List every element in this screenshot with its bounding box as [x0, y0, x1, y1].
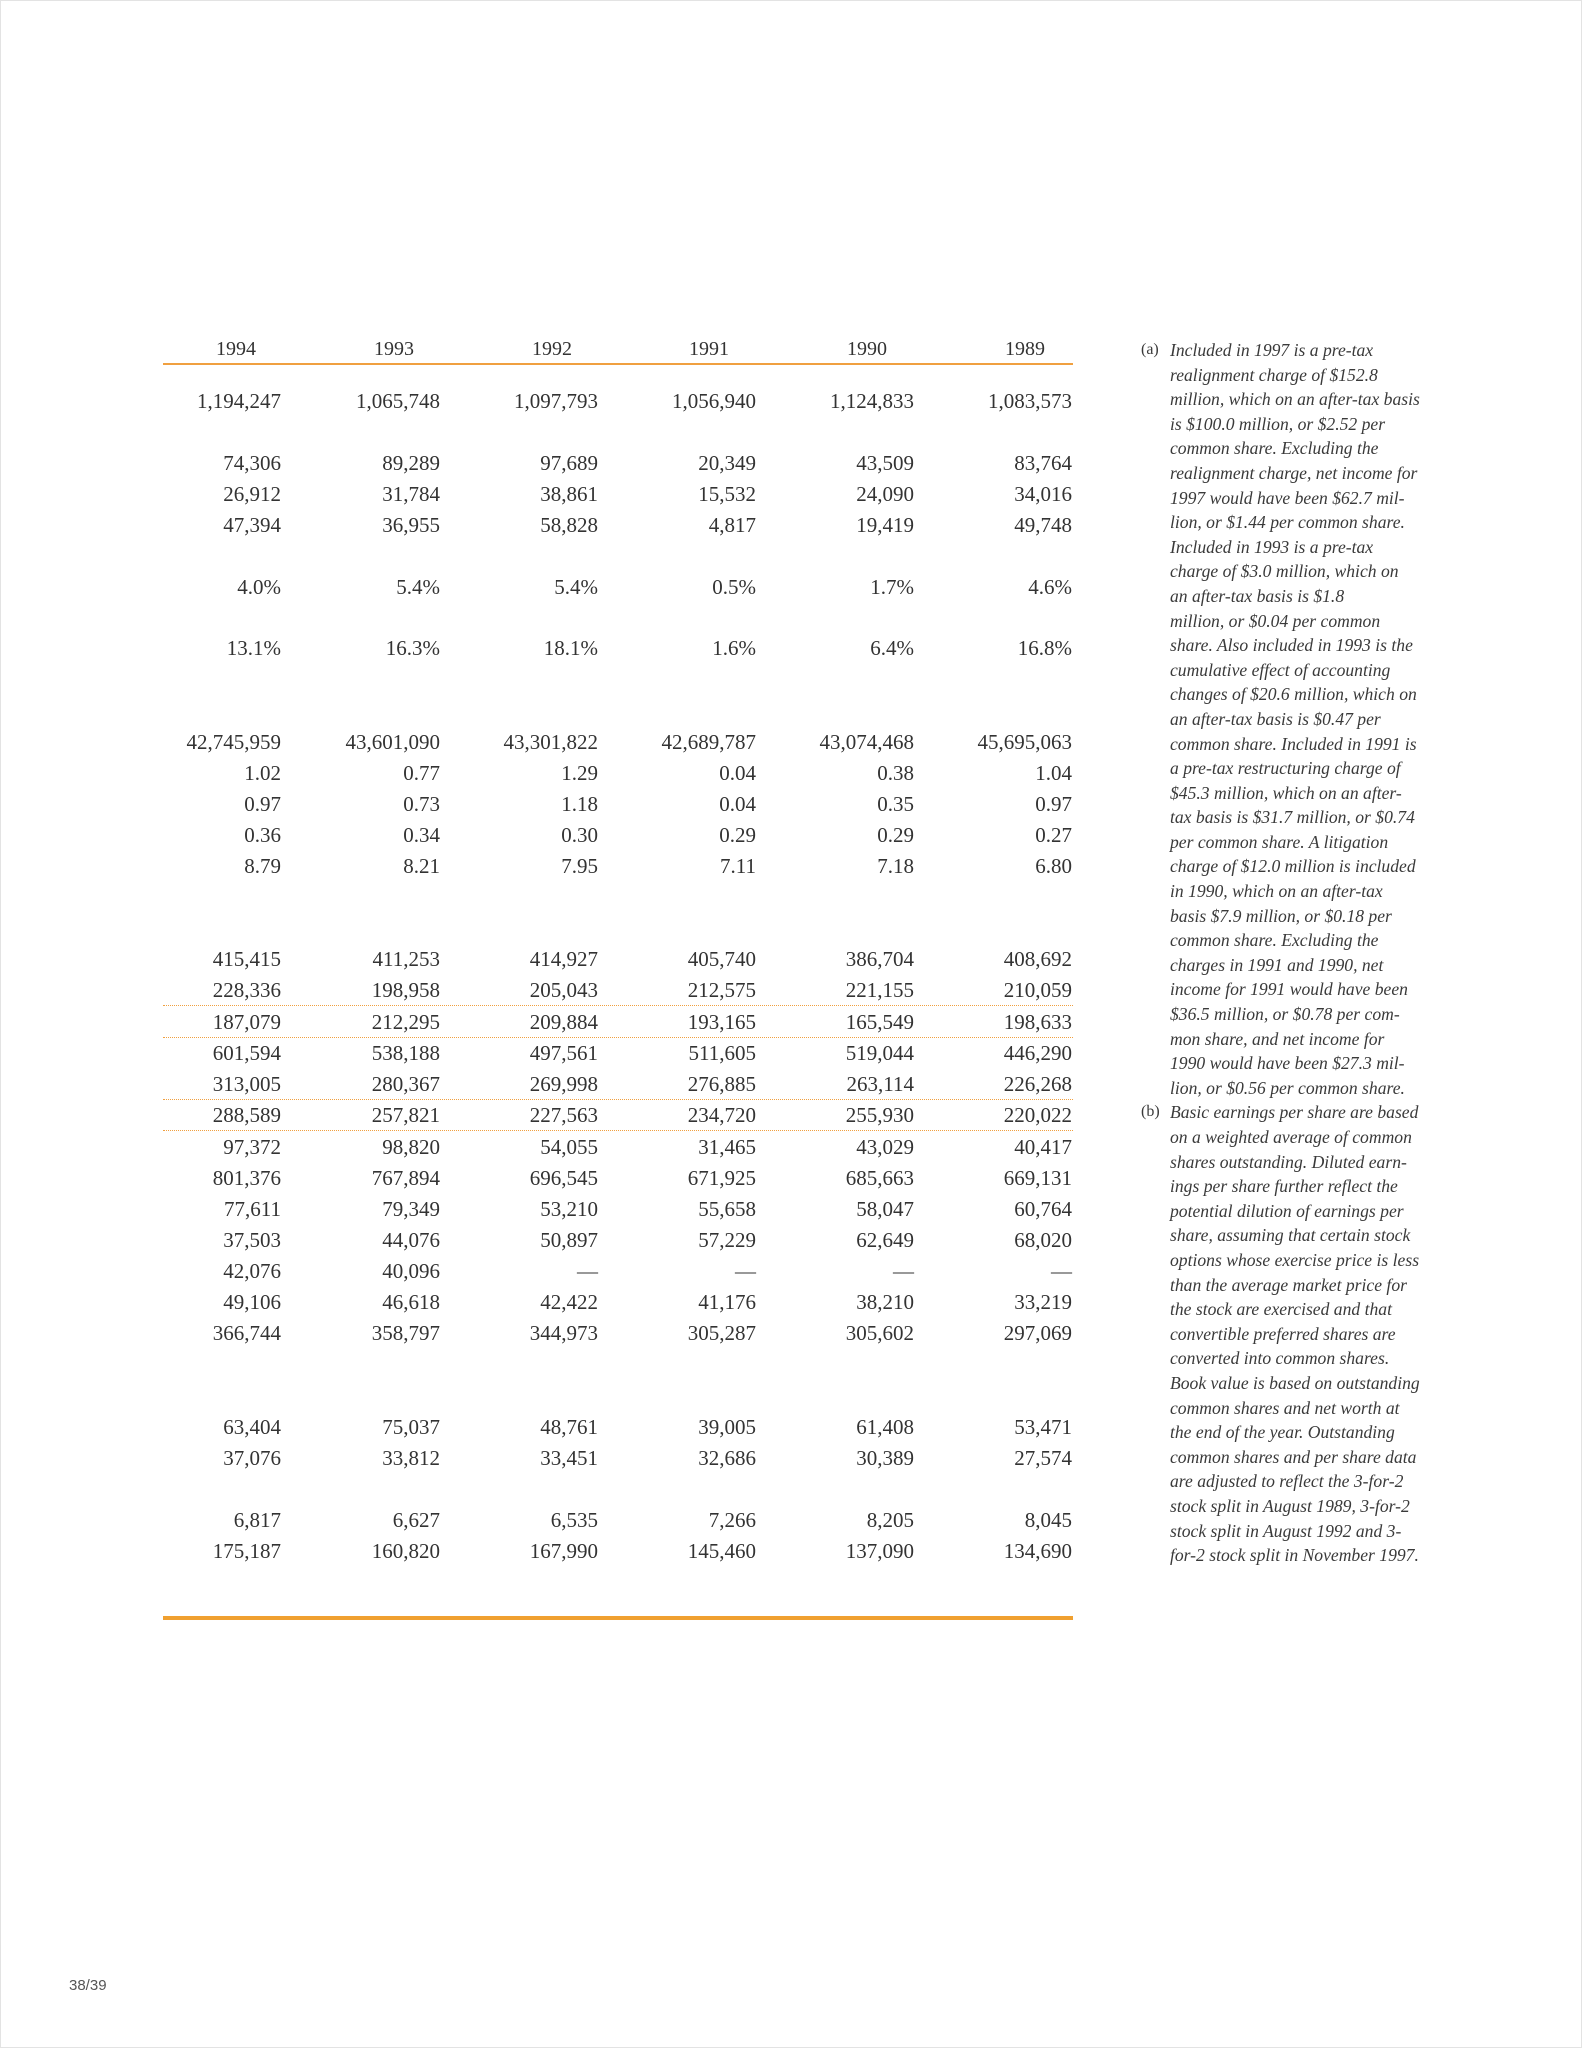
- table-cell: 228,336: [212, 978, 281, 1002]
- table-cell: 16.8%: [1017, 636, 1072, 660]
- table-row: [163, 1224, 1073, 1255]
- table-cell: 187,079: [212, 1010, 281, 1034]
- table-row: [163, 478, 1073, 509]
- table-cell: 414,927: [529, 947, 598, 971]
- table-cell: 205,043: [529, 978, 598, 1002]
- table-cell: 209,884: [529, 1010, 598, 1034]
- table-row: [163, 1442, 1073, 1473]
- footnote-line: charge of $12.0 million is included: [1170, 856, 1416, 877]
- table-cell: 0.27: [1035, 823, 1072, 847]
- table-cell: —: [577, 1259, 598, 1283]
- table-cell: 13.1%: [226, 636, 281, 660]
- year-header: 1989: [1005, 338, 1045, 360]
- table-row: [163, 850, 1073, 881]
- table-cell: 42,745,959: [186, 730, 281, 754]
- table-cell: 37,503: [223, 1228, 281, 1252]
- table-cell: 234,720: [687, 1103, 756, 1127]
- table-cell: 98,820: [382, 1135, 440, 1159]
- footnote-line: an after-tax basis is $0.47 per: [1170, 708, 1381, 729]
- footnote-line: convertible preferred shares are: [1170, 1323, 1396, 1344]
- year-header: 1990: [847, 338, 887, 360]
- footnote-line: are adjusted to reflect the 3-for-2: [1170, 1471, 1404, 1492]
- table-row: [163, 1286, 1073, 1317]
- table-cell: 405,740: [687, 947, 756, 971]
- table-row: [163, 1255, 1073, 1286]
- table-cell: 1.29: [561, 761, 598, 785]
- footnote-line: share, assuming that certain stock: [1170, 1225, 1411, 1246]
- table-cell: 801,376: [212, 1166, 281, 1190]
- table-row: [163, 757, 1073, 788]
- table-cell: 63,404: [223, 1415, 281, 1439]
- table-cell: 4,817: [708, 513, 756, 537]
- table-cell: 0.35: [877, 792, 914, 816]
- table-cell: 0.29: [719, 823, 756, 847]
- table-cell: 0.73: [403, 792, 440, 816]
- table-cell: 57,229: [698, 1228, 756, 1252]
- table-cell: 8.21: [403, 854, 440, 878]
- footnote-line: cumulative effect of accounting: [1170, 659, 1391, 680]
- footnote-line: 1997 would have been $62.7 mil-: [1170, 487, 1405, 508]
- footnote-line: in 1990, which on an after-tax: [1170, 881, 1383, 902]
- table-cell: 33,451: [540, 1446, 598, 1470]
- footnote-line: potential dilution of earnings per: [1170, 1200, 1404, 1221]
- footnote-line: the stock are exercised and that: [1170, 1299, 1392, 1320]
- table-cell: 41,176: [698, 1290, 756, 1314]
- table-cell: 0.04: [719, 761, 756, 785]
- table-row: [163, 1006, 1073, 1038]
- table-cell: 42,076: [223, 1259, 281, 1283]
- table-cell: 74,306: [223, 451, 281, 475]
- table-cell: 27,574: [1014, 1446, 1072, 1470]
- footnote-line: mon share, and net income for: [1170, 1028, 1385, 1049]
- table-row: [163, 509, 1073, 540]
- table-cell: 175,187: [212, 1539, 281, 1563]
- table-cell: 18.1%: [543, 636, 598, 660]
- table-cell: 83,764: [1014, 451, 1072, 475]
- footnote-line: on a weighted average of common: [1170, 1127, 1412, 1147]
- table-cell: 7.95: [561, 854, 598, 878]
- table-cell: 45,695,063: [977, 730, 1072, 754]
- table-cell: 1.04: [1035, 761, 1072, 785]
- table-row: [163, 632, 1073, 663]
- table-cell: 0.36: [244, 823, 281, 847]
- table-row: [163, 1535, 1073, 1566]
- table-cell: 6.80: [1035, 854, 1072, 878]
- year-header: 1993: [374, 338, 414, 360]
- table-cell: 0.38: [877, 761, 914, 785]
- footnote-line: Basic earnings per share are based: [1170, 1102, 1419, 1123]
- table-cell: 50,897: [540, 1228, 598, 1252]
- footnote-text: [1170, 338, 1451, 1100]
- table-cell: 38,210: [856, 1290, 914, 1314]
- table-cell: 16.3%: [385, 636, 440, 660]
- table-cell: 4.0%: [237, 575, 281, 599]
- footnote-line: a pre-tax restructuring charge of: [1170, 758, 1401, 779]
- footnote-line: common share. Excluding the: [1170, 438, 1379, 459]
- footnote-line: million, which on an after-tax basis: [1170, 389, 1420, 410]
- table-cell: 7,266: [708, 1508, 756, 1532]
- footnote-line: Book value is based on outstanding: [1170, 1372, 1420, 1393]
- table-cell: 519,044: [845, 1041, 914, 1065]
- footnote-line: 1990 would have been $27.3 mil-: [1170, 1053, 1405, 1074]
- footnote-line: charges in 1991 and 1990, net: [1170, 954, 1384, 975]
- table-bottom-rule: [163, 1616, 1073, 1620]
- table-cell: 4.6%: [1028, 575, 1072, 599]
- table-cell: 671,925: [687, 1166, 756, 1190]
- table-row: [163, 1317, 1073, 1348]
- table-row: [163, 819, 1073, 850]
- table-cell: 134,690: [1003, 1539, 1072, 1563]
- table-row: [163, 943, 1073, 974]
- table-cell: 257,821: [371, 1103, 440, 1127]
- table-cell: 89,289: [382, 451, 440, 475]
- footnote-line: income for 1991 would have been: [1170, 979, 1408, 1000]
- table-cell: 26,912: [223, 482, 281, 506]
- table-cell: 20,349: [698, 451, 756, 475]
- footnote-line: the end of the year. Outstanding: [1170, 1422, 1395, 1443]
- table-cell: 165,549: [845, 1010, 914, 1034]
- footnote-line: than the average market price for: [1170, 1274, 1407, 1295]
- table-row: [163, 571, 1073, 602]
- table-cell: 220,022: [1003, 1103, 1072, 1127]
- table-cell: 24,090: [856, 482, 914, 506]
- table-cell: 137,090: [845, 1539, 914, 1563]
- table-cell: 48,761: [540, 1415, 598, 1439]
- table-cell: 53,471: [1014, 1415, 1072, 1439]
- table-cell: 212,295: [371, 1010, 440, 1034]
- footnote-line: $45.3 million, which on an after-: [1170, 782, 1402, 803]
- table-cell: 46,618: [382, 1290, 440, 1314]
- table-cell: 446,290: [1003, 1041, 1072, 1065]
- table-cell: 0.29: [877, 823, 914, 847]
- table-cell: 62,649: [856, 1228, 914, 1252]
- table-cell: 6,535: [550, 1508, 598, 1532]
- table-cell: 15,532: [698, 482, 756, 506]
- footnote-line: tax basis is $31.7 million, or $0.74: [1170, 807, 1415, 828]
- table-cell: 36,955: [382, 513, 440, 537]
- table-cell: 32,686: [698, 1446, 756, 1470]
- table-cell: —: [1051, 1259, 1072, 1283]
- table-cell: 1,065,748: [356, 389, 440, 413]
- footnote-line: options whose exercise price is less: [1170, 1249, 1420, 1270]
- table-cell: 0.30: [561, 823, 598, 847]
- table-cell: 40,096: [382, 1259, 440, 1283]
- table-cell: 210,059: [1003, 978, 1072, 1002]
- footnote-a: [1141, 338, 1451, 1100]
- table-cell: 43,601,090: [345, 730, 440, 754]
- table-cell: 42,422: [540, 1290, 598, 1314]
- footnote-line: Included in 1993 is a pre-tax: [1170, 536, 1374, 557]
- footnote-line: lion, or $1.44 per common share.: [1170, 512, 1405, 533]
- footnote-text: [1170, 1100, 1451, 1567]
- table-cell: 53,210: [540, 1197, 598, 1221]
- table-cell: —: [893, 1259, 914, 1283]
- table-cell: 33,812: [382, 1446, 440, 1470]
- footnote-line: realignment charge of $152.8: [1170, 364, 1378, 385]
- table-row: [163, 1504, 1073, 1535]
- table-cell: 263,114: [846, 1072, 914, 1096]
- table-cell: 6,817: [233, 1508, 281, 1532]
- table-row: [163, 447, 1073, 478]
- table-cell: 415,415: [212, 947, 281, 971]
- footnote-line: shares outstanding. Diluted earn-: [1170, 1151, 1407, 1172]
- footnote-label: (b): [1141, 1103, 1160, 1121]
- table-cell: —: [735, 1259, 756, 1283]
- table-row: [163, 974, 1073, 1006]
- footnote-line: stock split in August 1992 and 3-: [1170, 1520, 1402, 1541]
- table-cell: 145,460: [687, 1539, 756, 1563]
- table-cell: 33,219: [1014, 1290, 1072, 1314]
- footnote-line: share. Also included in 1993 is the: [1170, 635, 1413, 656]
- table-cell: 0.97: [244, 792, 281, 816]
- table-row: [163, 1411, 1073, 1442]
- page-number: 38/39: [69, 1977, 107, 1994]
- table-cell: 1.18: [561, 792, 598, 816]
- year-header: 1991: [689, 338, 729, 360]
- footnote-line: converted into common shares.: [1170, 1348, 1390, 1369]
- table-cell: 55,658: [698, 1197, 756, 1221]
- table-cell: 1,056,940: [672, 389, 756, 413]
- table-cell: 1,083,573: [988, 389, 1072, 413]
- table-cell: 30,389: [856, 1446, 914, 1470]
- table-cell: 8,205: [866, 1508, 914, 1532]
- table-cell: 34,016: [1014, 482, 1072, 506]
- table-cell: 288,589: [212, 1103, 281, 1127]
- table-cell: 1.02: [244, 761, 281, 785]
- footnote-label: (a): [1141, 341, 1159, 358]
- table-cell: 0.77: [403, 761, 440, 785]
- footnotes: [1141, 338, 1451, 1568]
- footnote-line: common share. Excluding the: [1170, 930, 1379, 951]
- footnote-line: million, or $0.04 per common: [1170, 610, 1381, 631]
- footnote-line: ings per share further reflect the: [1170, 1176, 1398, 1197]
- footnote-line: basis $7.9 million, or $0.18 per: [1170, 905, 1392, 926]
- footnote-line: charge of $3.0 million, which on: [1170, 561, 1399, 582]
- table-cell: 6.4%: [870, 636, 914, 660]
- table-cell: 160,820: [371, 1539, 440, 1563]
- table-cell: 227,563: [529, 1103, 598, 1127]
- table-cell: 43,509: [856, 451, 914, 475]
- table-cell: 193,165: [687, 1010, 756, 1034]
- table-cell: 313,005: [212, 1072, 281, 1096]
- table-cell: 68,020: [1014, 1228, 1072, 1252]
- table-cell: 212,575: [687, 978, 756, 1002]
- footnote-line: per common share. A litigation: [1170, 831, 1389, 852]
- table-cell: 305,602: [845, 1321, 914, 1345]
- table-cell: 6,627: [392, 1508, 440, 1532]
- table-cell: 97,372: [223, 1135, 281, 1159]
- table-cell: 54,055: [540, 1135, 598, 1159]
- table-cell: 1,097,793: [514, 389, 598, 413]
- table-cell: 31,465: [698, 1135, 756, 1159]
- table-cell: 696,545: [529, 1166, 598, 1190]
- table-cell: 1,124,833: [830, 389, 914, 413]
- table-cell: 40,417: [1014, 1135, 1072, 1159]
- table-cell: 49,106: [223, 1290, 281, 1314]
- footnote-line: common shares and per share data: [1170, 1446, 1417, 1467]
- table-cell: 37,076: [223, 1446, 281, 1470]
- table-cell: 60,764: [1014, 1197, 1072, 1221]
- table-cell: 497,561: [529, 1041, 598, 1065]
- year-header: 1992: [532, 338, 572, 360]
- table-cell: 8.79: [244, 854, 281, 878]
- table-cell: 386,704: [845, 947, 914, 971]
- footnote-line: Included in 1997 is a pre-tax: [1170, 340, 1374, 360]
- footnote-line: common shares and net worth at: [1170, 1397, 1400, 1418]
- footnote-line: stock split in August 1989, 3-for-2: [1170, 1495, 1410, 1516]
- footnote-line: lion, or $0.56 per common share.: [1170, 1077, 1405, 1098]
- table-cell: 305,287: [687, 1321, 756, 1345]
- table-cell: 42,689,787: [661, 730, 756, 754]
- table-cell: 31,784: [382, 482, 440, 506]
- footnote-line: an after-tax basis is $1.8: [1170, 585, 1345, 606]
- table-cell: 43,301,822: [503, 730, 598, 754]
- footnote-line: is $100.0 million, or $2.52 per: [1170, 413, 1386, 434]
- table-cell: 77,611: [224, 1197, 281, 1221]
- table-cell: 408,692: [1003, 947, 1072, 971]
- table-cell: 19,419: [856, 513, 914, 537]
- table-cell: 411,253: [372, 947, 440, 971]
- table-cell: 198,633: [1003, 1010, 1072, 1034]
- table-cell: 280,367: [371, 1072, 440, 1096]
- table-cell: 0.04: [719, 792, 756, 816]
- table-cell: 43,074,468: [819, 730, 914, 754]
- table-cell: 685,663: [845, 1166, 914, 1190]
- table-cell: 79,349: [382, 1197, 440, 1221]
- table-cell: 44,076: [382, 1228, 440, 1252]
- financial-table: [163, 330, 1073, 1563]
- table-cell: 601,594: [212, 1041, 281, 1065]
- table-cell: 276,885: [687, 1072, 756, 1096]
- table-cell: 7.18: [877, 854, 914, 878]
- table-cell: 767,894: [371, 1166, 440, 1190]
- table-cell: 58,047: [856, 1197, 914, 1221]
- table-cell: 297,069: [1003, 1321, 1072, 1345]
- table-cell: 5.4%: [554, 575, 598, 599]
- table-cell: 38,861: [540, 482, 598, 506]
- table-cell: 61,408: [856, 1415, 914, 1439]
- table-cell: 344,973: [529, 1321, 598, 1345]
- table-row: [163, 726, 1073, 757]
- table-cell: 669,131: [1003, 1166, 1072, 1190]
- table-cell: 255,930: [845, 1103, 914, 1127]
- footnote-b: [1141, 1100, 1451, 1567]
- table-cell: 75,037: [382, 1415, 440, 1439]
- table-cell: 0.97: [1035, 792, 1072, 816]
- table-cell: 511,605: [688, 1041, 756, 1065]
- table-cell: 366,744: [212, 1321, 281, 1345]
- table-cell: 269,998: [529, 1072, 598, 1096]
- table-cell: 97,689: [540, 451, 598, 475]
- table-cell: 1.7%: [870, 575, 914, 599]
- year-header: 1994: [216, 338, 256, 360]
- table-row: [163, 1037, 1073, 1068]
- table-row: [163, 1068, 1073, 1100]
- table-cell: 47,394: [223, 513, 281, 537]
- table-row: [163, 1193, 1073, 1224]
- table-cell: 7.11: [720, 854, 756, 878]
- footnote-line: changes of $20.6 million, which on: [1170, 684, 1417, 705]
- table-row: [163, 1099, 1073, 1131]
- table-cell: 538,188: [371, 1041, 440, 1065]
- table-row: [163, 788, 1073, 819]
- table-cell: 358,797: [371, 1321, 440, 1345]
- table-cell: 0.5%: [712, 575, 756, 599]
- table-cell: 1.6%: [712, 636, 756, 660]
- table-cell: 49,748: [1014, 513, 1072, 537]
- table-cell: 43,029: [856, 1135, 914, 1159]
- table-row: [163, 1131, 1073, 1162]
- table-cell: 58,828: [540, 513, 598, 537]
- year-header-row: [163, 330, 1073, 365]
- footnote-line: common share. Included in 1991 is: [1170, 733, 1417, 754]
- footnote-line: realignment charge, net income for: [1170, 462, 1418, 483]
- footnote-line: $36.5 million, or $0.78 per com-: [1170, 1004, 1400, 1025]
- table-cell: 226,268: [1003, 1072, 1072, 1096]
- table-cell: 8,045: [1024, 1508, 1072, 1532]
- table-cell: 39,005: [698, 1415, 756, 1439]
- table-cell: 1,194,247: [197, 389, 281, 413]
- table-cell: 221,155: [845, 978, 914, 1002]
- table-cell: 0.34: [403, 823, 440, 847]
- table-cell: 167,990: [529, 1539, 598, 1563]
- footnote-line: for-2 stock split in November 1997.: [1170, 1545, 1419, 1566]
- table-cell: 5.4%: [396, 575, 440, 599]
- table-row: [163, 385, 1073, 416]
- table-row: [163, 1162, 1073, 1193]
- table-cell: 198,958: [371, 978, 440, 1002]
